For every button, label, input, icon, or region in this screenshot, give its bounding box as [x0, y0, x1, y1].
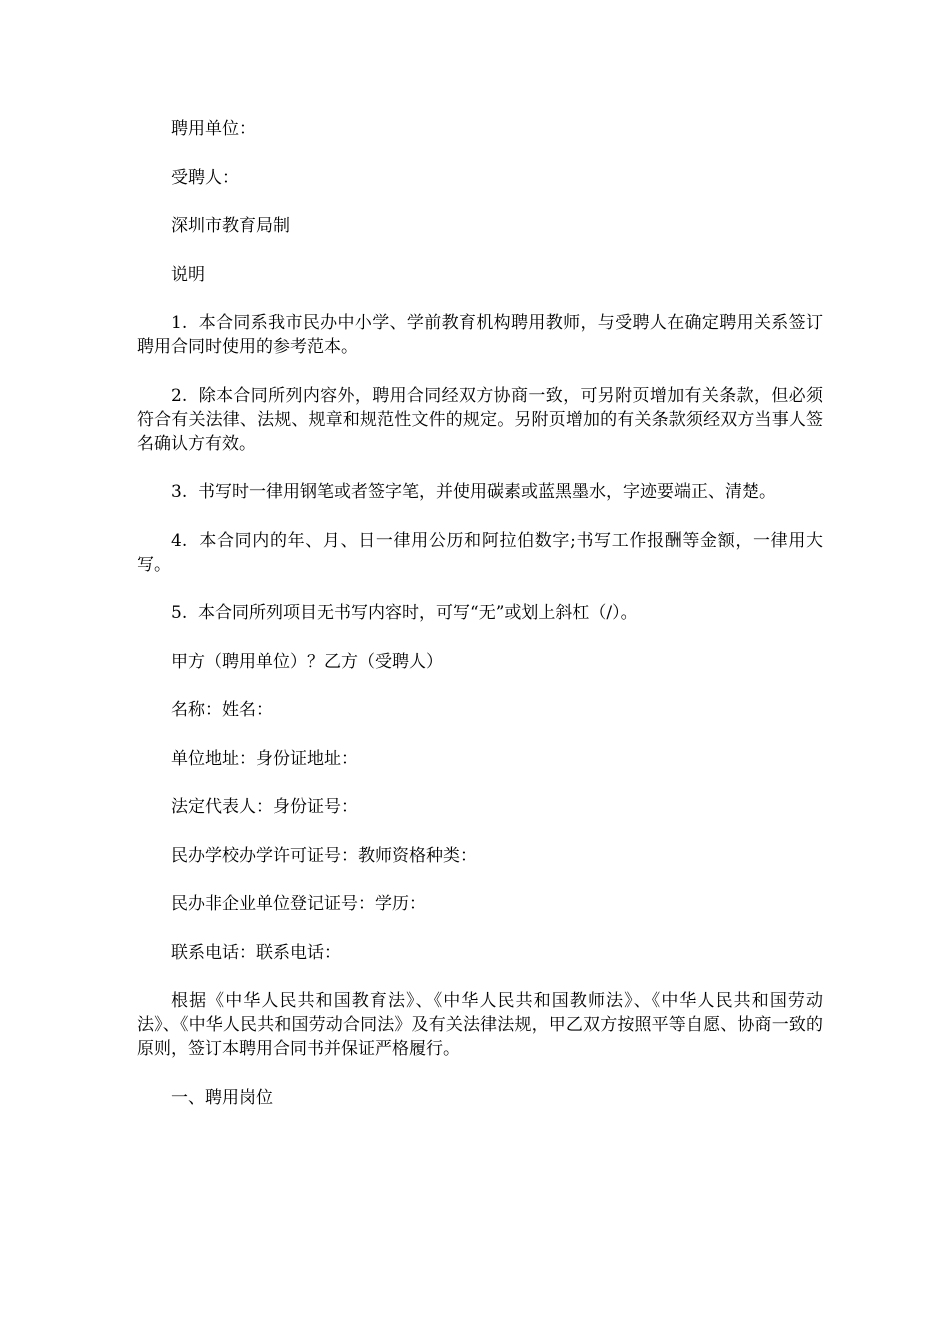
- license-field-row: 民办学校办学许可证号：教师资格种类：: [171, 845, 477, 866]
- parties-heading: 甲方（聘用单位）？乙方（受聘人）: [171, 651, 443, 672]
- legal-basis-paragraph: 根据《中华人民共和国教育法》、《中华人民共和国教师法》、《中华人民共和国劳动法》、《中华人民共和国劳动合同法》及有关法律法规，甲乙双方按照平等自愿、协商一致的原则，签订本聘用合同书并保证严格履行。: [137, 991, 823, 1059]
- name-field-row: 名称：姓名：: [171, 700, 273, 720]
- registration-field-row: 民办非企业单位登记证号：学历：: [171, 894, 426, 914]
- employee-field-label: 受聘人：: [171, 167, 239, 188]
- phone-field-row: 联系电话：联系电话：: [171, 942, 341, 963]
- document-page: [137, 117, 823, 1134]
- note-item-2: 2. 除本合同所列内容外，聘用合同经双方协商一致，可另附页增加有关条款，但必须符合有关法律、法规、规章和规范性文件的规定。另附页增加的有关条款须经双方当事人签名确认方有效。: [137, 385, 823, 454]
- employer-field-label: 聘用单位：: [171, 119, 256, 139]
- note-item-1: 1. 本合同系我市民办中小学、学前教育机构聘用教师，与受聘人在确定聘用关系签订聘用合同时使用的参考范本。: [137, 313, 823, 357]
- section-heading-position: 一、聘用岗位: [171, 1087, 273, 1108]
- note-item-3: 3. 书写时一律用钢笔或者签字笔，并使用碳素或蓝黑墨水，字迹要端正、清楚。: [171, 482, 777, 502]
- issuer-line: 深圳市教育局制: [171, 216, 290, 236]
- notes-heading: 说明: [171, 264, 205, 285]
- note-item-4: 4. 本合同内的年、月、日一律用公历和阿拉伯数字;书写工作报酬等金额，一律用大写。: [137, 530, 823, 575]
- note-item-5: 5. 本合同所列项目无书写内容时，可写“无”或划上斜杠（/）。: [171, 603, 638, 623]
- address-field-row: 单位地址：身份证地址：: [171, 748, 358, 769]
- representative-field-row: 法定代表人：身份证号：: [171, 797, 358, 817]
